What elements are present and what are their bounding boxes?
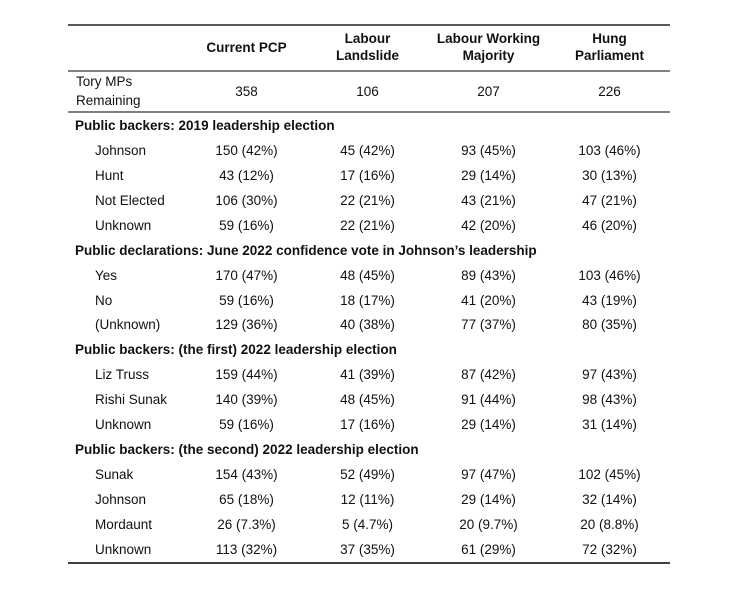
cell-value: 154 (43%)	[215, 467, 278, 483]
column-header-labour-landslide	[307, 31, 428, 65]
cell-value: 91 (44%)	[461, 392, 516, 408]
cell-value: 226	[598, 84, 621, 99]
header-line: Labour	[344, 31, 391, 47]
column-header-labour-working-majority	[428, 31, 549, 65]
table-row	[68, 163, 670, 188]
table-row	[68, 537, 670, 562]
cell-value: 59 (16%)	[219, 292, 274, 308]
tory-mps-remaining-row	[68, 72, 670, 113]
cell-value: 77 (37%)	[461, 317, 516, 333]
cell-value: 97 (43%)	[582, 367, 637, 383]
row-label: Sunak	[95, 467, 134, 483]
cell-value: 43 (12%)	[219, 167, 274, 183]
cell-value: 40 (38%)	[340, 317, 395, 333]
table-row	[68, 288, 670, 313]
row-label: Hunt	[95, 167, 124, 183]
row-label: Unknown	[95, 417, 152, 433]
cell-value: 17 (16%)	[340, 417, 395, 433]
cell-value: 29 (14%)	[461, 417, 516, 433]
cell-value: 43 (19%)	[582, 292, 637, 308]
cell-value: 22 (21%)	[340, 217, 395, 233]
table-row	[68, 512, 670, 537]
cell-value: 42 (20%)	[461, 217, 516, 233]
cell-value: 45 (42%)	[340, 142, 395, 158]
header-row	[68, 26, 670, 72]
cell-value: 20 (8.8%)	[580, 516, 639, 532]
section-title: Public declarations: June 2022 confidence vote in Johnson’s leadership	[75, 242, 537, 258]
cell-value: 41 (20%)	[461, 292, 516, 308]
cell-value: 48 (45%)	[340, 267, 395, 283]
row-label-line: Remaining	[76, 92, 141, 108]
cell-value: 103 (46%)	[578, 267, 641, 283]
table-row	[68, 462, 670, 487]
cell-value: 103 (46%)	[578, 142, 641, 158]
cell-value: 52 (49%)	[340, 467, 395, 483]
cell-value: 89 (43%)	[461, 267, 516, 283]
row-label: (Unknown)	[95, 317, 161, 333]
results-table	[68, 24, 670, 564]
cell-value: 113 (32%)	[215, 541, 278, 557]
column-header-hung-parliament	[549, 31, 670, 65]
cell-value: 106	[356, 84, 379, 99]
section-header-row	[68, 437, 670, 462]
cell-value: 30 (13%)	[582, 167, 637, 183]
row-label: Mordaunt	[95, 516, 153, 532]
cell-value: 150 (42%)	[215, 142, 278, 158]
section-title: Public backers: (the first) 2022 leadership election	[75, 342, 397, 358]
cell-value: 32 (14%)	[582, 492, 637, 508]
header-line: Labour Working	[436, 31, 541, 47]
header-line: Landslide	[335, 48, 399, 63]
cell-value: 59 (16%)	[219, 417, 274, 433]
row-label: Liz Truss	[95, 367, 150, 383]
section-header-row	[68, 337, 670, 362]
cell-value: 93 (45%)	[461, 142, 516, 158]
header-line: Current PCP	[206, 39, 287, 55]
table-row	[68, 263, 670, 288]
section-title: Public backers: 2019 leadership election	[75, 117, 335, 133]
cell-value: 106 (30%)	[215, 192, 278, 208]
cell-value: 159 (44%)	[215, 367, 278, 383]
row-label: Johnson	[95, 492, 147, 508]
table-row	[68, 138, 670, 163]
table-row	[68, 387, 670, 412]
cell-value: 26 (7.3%)	[217, 516, 276, 532]
cell-value: 72 (32%)	[582, 541, 637, 557]
cell-value: 207	[477, 84, 500, 99]
cell-value: 102 (45%)	[578, 467, 641, 483]
row-label: Not Elected	[95, 192, 165, 208]
cell-value: 12 (11%)	[340, 492, 395, 508]
cell-value: 22 (21%)	[340, 192, 395, 208]
cell-value: 18 (17%)	[340, 292, 395, 308]
header-line: Parliament	[574, 48, 645, 63]
table-row	[68, 487, 670, 512]
section-header-row	[68, 113, 670, 138]
cell-value: 29 (14%)	[461, 492, 516, 508]
header-line: Majority	[462, 48, 515, 63]
cell-value: 20 (9.7%)	[459, 516, 518, 532]
cell-value: 17 (16%)	[340, 167, 395, 183]
row-label: No	[95, 292, 113, 308]
cell-value: 5 (4.7%)	[341, 516, 394, 532]
cell-value: 170 (47%)	[215, 267, 278, 283]
cell-value: 46 (20%)	[582, 217, 637, 233]
cell-value: 61 (29%)	[461, 541, 516, 557]
cell-value: 129 (36%)	[215, 317, 278, 333]
cell-value: 43 (21%)	[461, 192, 516, 208]
cell-value: 29 (14%)	[461, 167, 516, 183]
row-label: Unknown	[95, 217, 152, 233]
column-header-current-pcp	[186, 40, 307, 57]
cell-value: 358	[235, 84, 258, 99]
header-line: Hung	[592, 31, 627, 47]
cell-value: 37 (35%)	[340, 541, 395, 557]
table-row	[68, 362, 670, 387]
section-title: Public backers: (the second) 2022 leadership election	[75, 442, 419, 458]
table-row	[68, 213, 670, 238]
table-row	[68, 188, 670, 213]
cell-value: 59 (16%)	[219, 217, 274, 233]
cell-value: 31 (14%)	[582, 417, 637, 433]
cell-value: 97 (47%)	[461, 467, 516, 483]
section-header-row	[68, 238, 670, 263]
cell-value: 47 (21%)	[582, 192, 637, 208]
row-label: Unknown	[95, 541, 152, 557]
cell-value: 98 (43%)	[582, 392, 637, 408]
table-body	[68, 113, 670, 562]
row-label: Rishi Sunak	[95, 392, 168, 408]
table-row	[68, 412, 670, 437]
cell-value: 87 (42%)	[461, 367, 516, 383]
row-label: Yes	[95, 267, 118, 283]
row-label: Johnson	[95, 142, 147, 158]
row-label-line: Tory MPs	[76, 74, 133, 90]
cell-value: 41 (39%)	[340, 367, 395, 383]
cell-value: 48 (45%)	[340, 392, 395, 408]
table-row	[68, 313, 670, 338]
cell-value: 65 (18%)	[219, 492, 274, 508]
cell-value: 140 (39%)	[215, 392, 278, 408]
cell-value: 80 (35%)	[582, 317, 637, 333]
row-label	[68, 73, 186, 109]
